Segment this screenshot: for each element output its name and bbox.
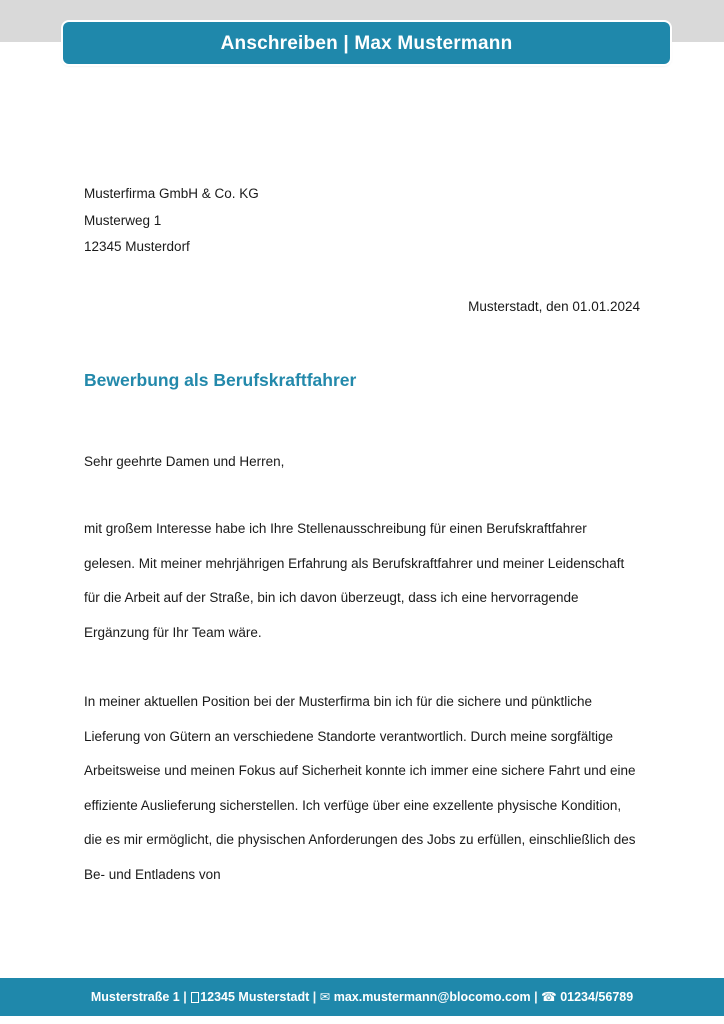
footer-city: 12345 Musterstadt <box>200 989 310 1004</box>
letter-paragraph: In meiner aktuellen Position bei der Musterfirma bin ich für die sichere und pünktliche Lieferung von Gütern an verschiedene Standorte verantwortlich. Durch meine sorgfältige Arbeitsweise und meinen Fokus auf Sicherheit konnte ich immer eine sichere Fahrt und eine effiziente Auslieferung sicherstellen. Ich verfüge über eine exzellente physische Kondition, die es mir ermöglicht, die physischen Anforderungen des Jobs zu erfüllen, einschließlich des Be- und Entladens von <box>84 694 636 882</box>
recipient-line-street: Musterweg 1 <box>84 212 162 228</box>
envelope-icon: ✉ <box>319 988 331 1004</box>
letter-paragraphs <box>84 512 640 892</box>
document-footer <box>0 978 724 1016</box>
letter-paragraph: mit großem Interesse habe ich Ihre Stellenausschreibung für einen Berufskraftfahrer gelesen. Mit meiner mehrjährigen Erfahrung als Berufskraftfahrer und meiner Leidenschaft für die Arbeit auf der Straße, bin ich davon überzeugt, dass ich eine hervorragende Ergänzung für Ihr Team wäre. <box>84 521 625 640</box>
footer-separator: | <box>530 989 542 1004</box>
telephone-icon: ☎ <box>541 988 557 1004</box>
footer-contact-line <box>90 988 634 1004</box>
recipient-line-company: Musterfirma GmbH & Co. KG <box>84 186 259 201</box>
footer-email-text[interactable]: max.mustermann@blocomo.com <box>333 989 531 1004</box>
location-missing-glyph-icon <box>191 992 199 1003</box>
letter-body <box>0 84 724 978</box>
salutation-line: Sehr geehrte Damen und Herren, <box>84 454 285 469</box>
date-line: Musterstadt, den 01.01.2024 <box>468 299 640 314</box>
footer-separator: | <box>179 989 191 1004</box>
subject-heading: Bewerbung als Berufskraftfahrer <box>84 370 357 390</box>
recipient-line-city: 12345 Musterdorf <box>84 239 190 254</box>
footer-separator: | <box>309 989 320 1004</box>
document-header <box>0 0 724 84</box>
footer-phone: 01234/56789 <box>560 989 634 1004</box>
page-title: Anschreiben | Max Mustermann <box>220 32 513 54</box>
recipient-address-block <box>84 181 259 261</box>
footer-street: Musterstraße 1 <box>90 989 180 1004</box>
header-banner <box>63 22 670 64</box>
